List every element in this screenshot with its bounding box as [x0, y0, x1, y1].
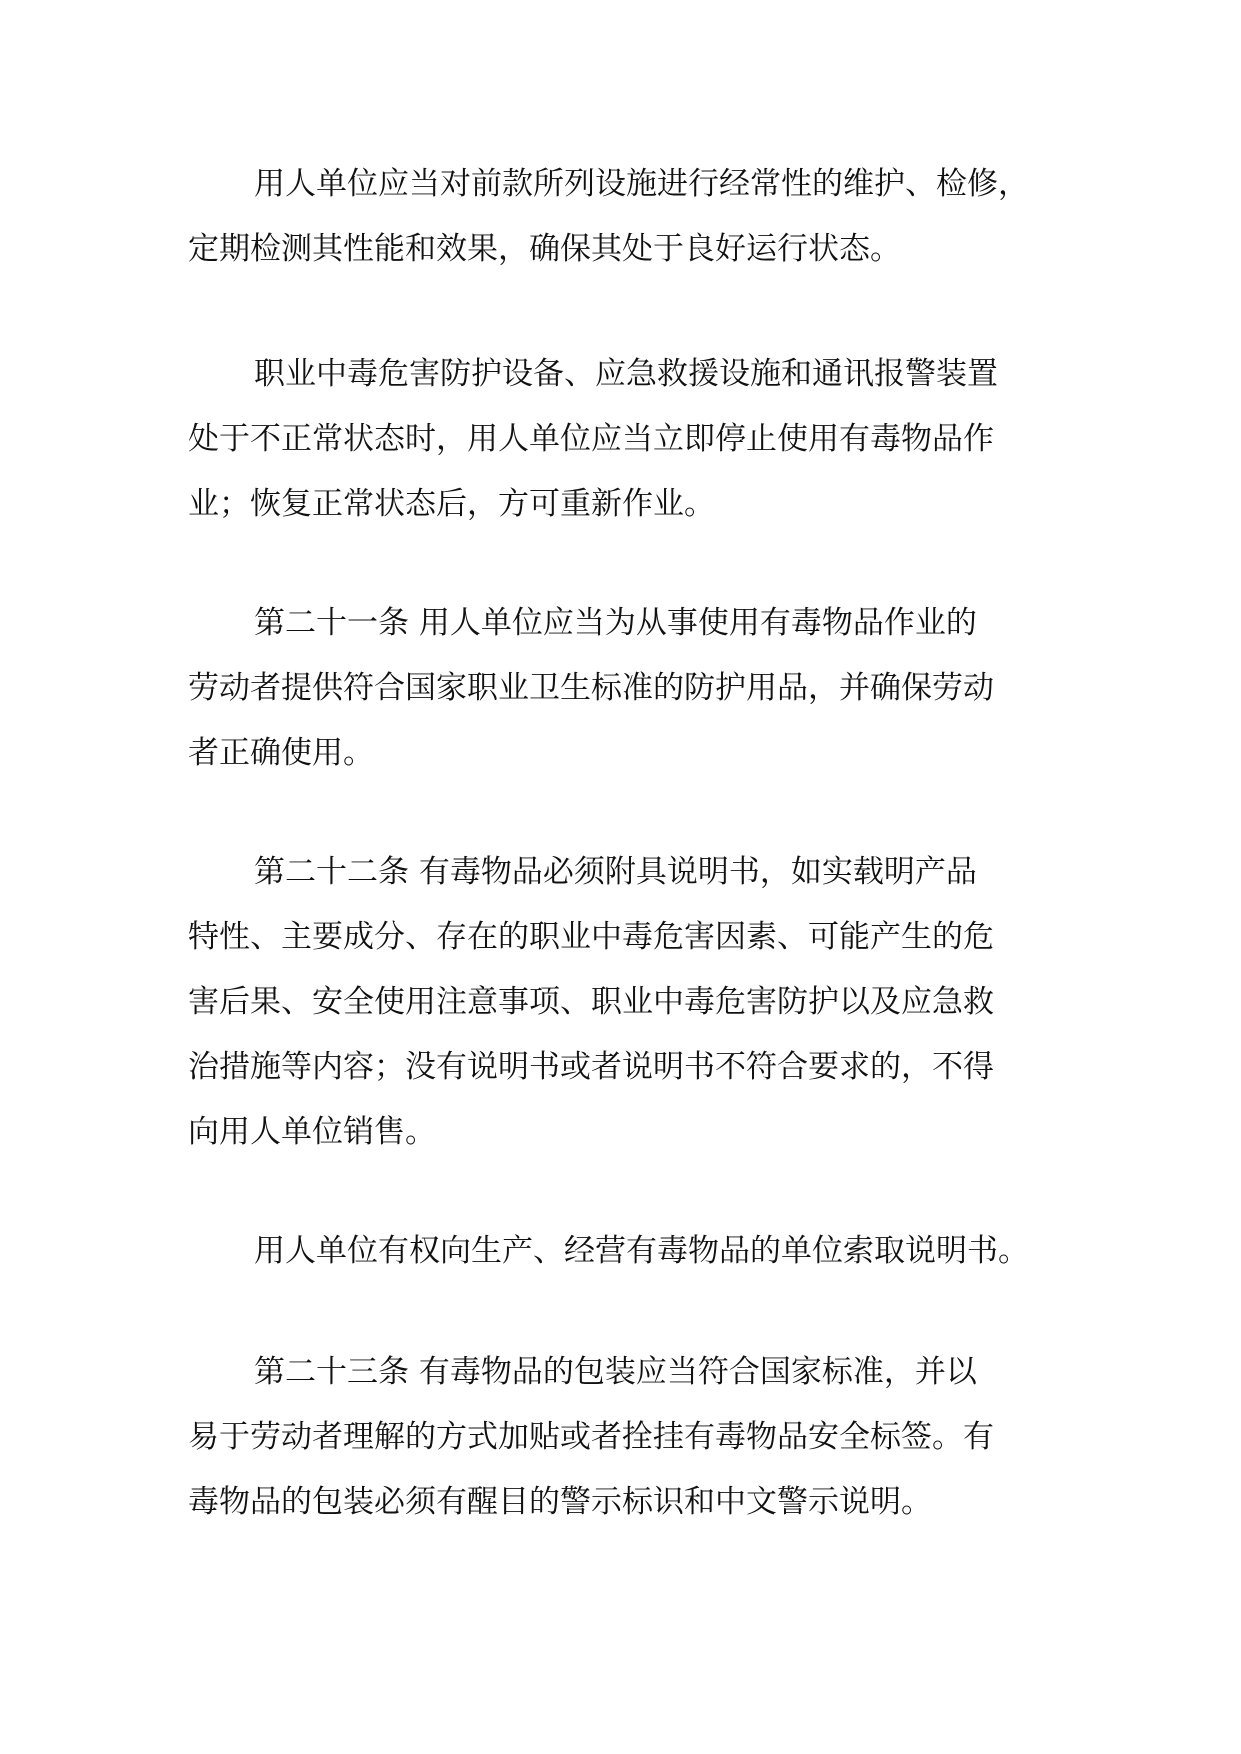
- text-line: 特性、主要成分、存在的职业中毒危害因素、可能产生的危: [188, 919, 994, 955]
- text-line: 第二十一条 用人单位应当为从事使用有毒物品作业的: [254, 605, 977, 641]
- text-line: 业；恢复正常状态后，方可重新作业。: [188, 486, 715, 522]
- text-line: 定期检测其性能和效果，确保其处于良好运行状态。: [188, 231, 901, 267]
- text-line: 用人单位有权向生产、经营有毒物品的单位索取说明书。: [254, 1233, 1029, 1269]
- text-line: 第二十三条 有毒物品的包装应当符合国家标准，并以: [254, 1354, 977, 1390]
- paragraph-right-to-request: [188, 1219, 1068, 1284]
- text-line: 害后果、安全使用注意事项、职业中毒危害防护以及应急救: [188, 984, 994, 1020]
- paragraph-abnormal-state: [188, 342, 1068, 537]
- text-line: 处于不正常状态时，用人单位应当立即停止使用有毒物品作: [188, 421, 994, 457]
- text-line: 者正确使用。: [188, 735, 374, 771]
- text-line: 职业中毒危害防护设备、应急救援设施和通讯报警装置: [254, 356, 998, 392]
- text-line: 第二十二条 有毒物品必须附具说明书，如实载明产品: [254, 854, 977, 890]
- paragraph-maintenance: [188, 152, 1068, 282]
- text-line: 治措施等内容；没有说明书或者说明书不符合要求的，不得: [188, 1049, 994, 1085]
- text-line: 劳动者提供符合国家职业卫生标准的防护用品，并确保劳动: [188, 670, 994, 706]
- text-line: 毒物品的包装必须有醒目的警示标识和中文警示说明。: [188, 1484, 932, 1520]
- text-line: 易于劳动者理解的方式加贴或者拴挂有毒物品安全标签。有: [188, 1419, 994, 1455]
- paragraph-article-23: [188, 1340, 1068, 1535]
- paragraph-article-22: [188, 840, 1068, 1165]
- text-line: 用人单位应当对前款所列设施进行经常性的维护、检修，: [254, 166, 1029, 202]
- paragraph-article-21: [188, 591, 1068, 786]
- text-line: 向用人单位销售。: [188, 1114, 436, 1150]
- document-body: [188, 152, 1068, 1535]
